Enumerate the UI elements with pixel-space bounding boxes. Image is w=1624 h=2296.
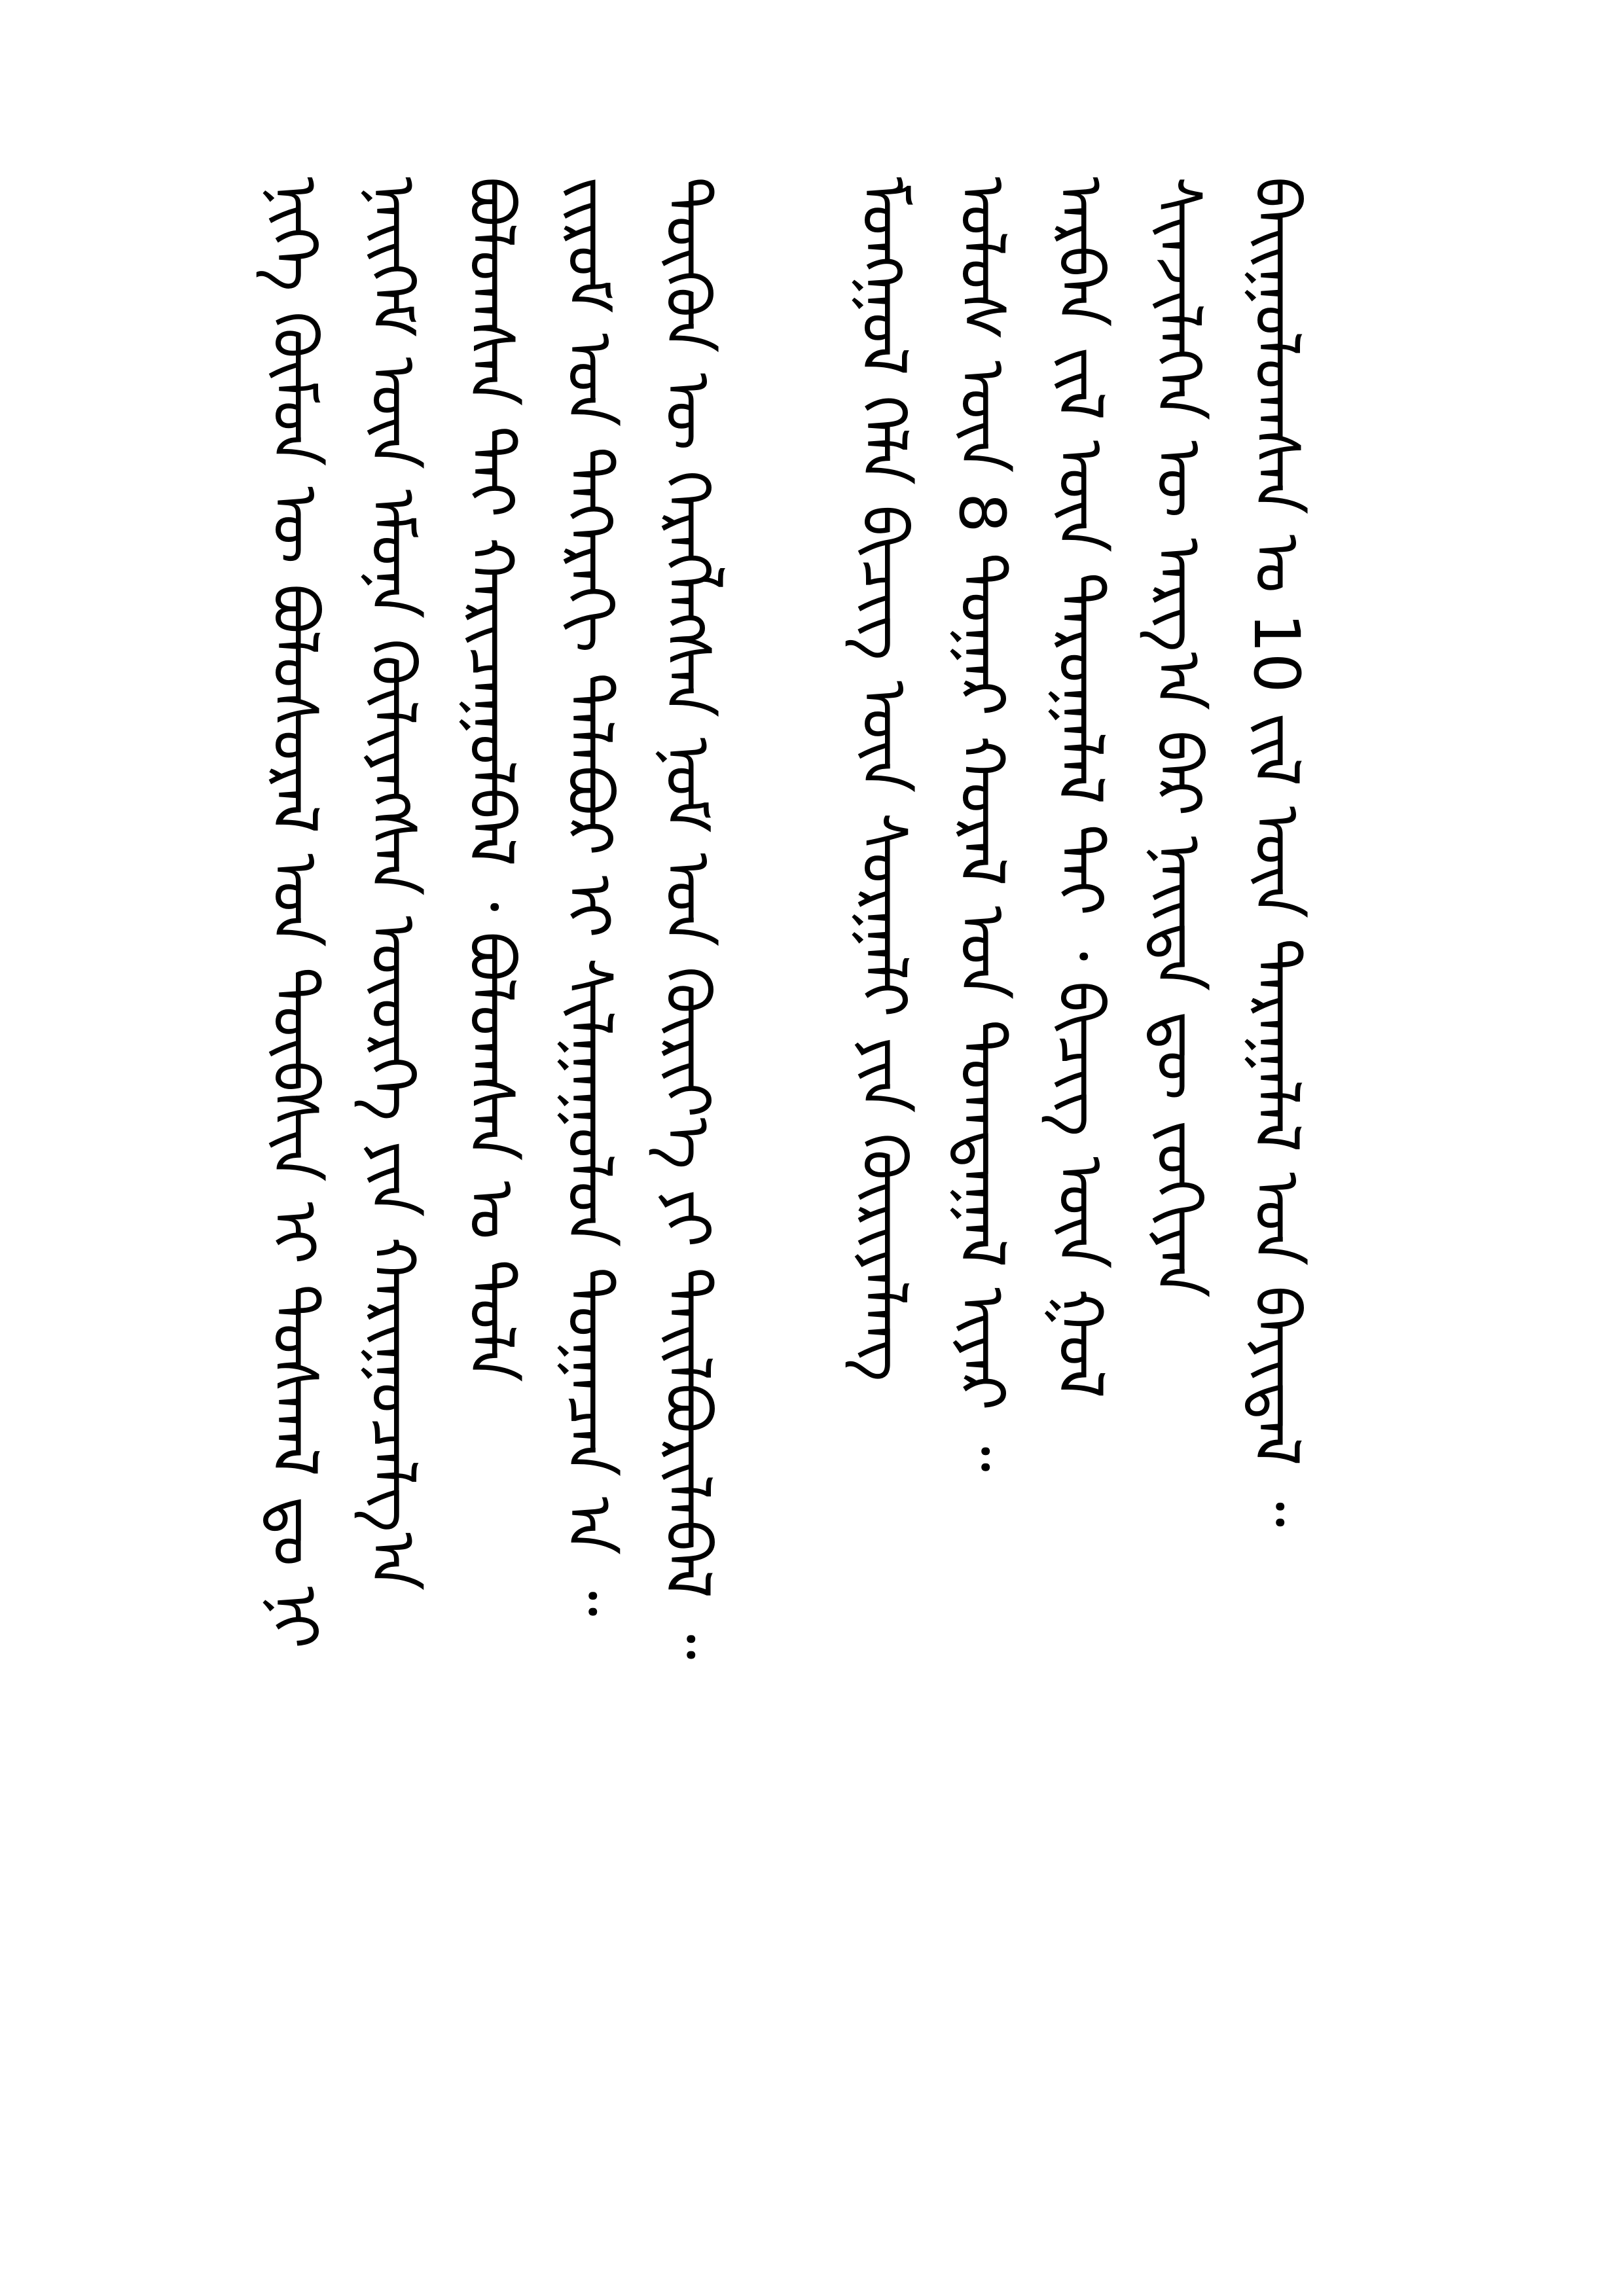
paragraph-2-line-4: ᠰᠢᠨᠵᠢᠯᠡᠭᠡᠨ ᠦ ᠠᠷᠭ᠎ᠠ ᠪᠠᠷ ᠨᠡᠢᠲᠡ ᠳᠦ ᠵᠣᠬᠢᠶᠠᠨ xyxy=(1142,177,1215,1298)
paragraph-2-line-3: ᠠᠷᠪᠠᠨ ᠵᠢᠯ ᠦᠨ ᠳᠠᠷᠤᠭᠠᠯᠠᠯ ᠲᠠᠢ ᠂ ᠪᠢᠴᠢᠭ ᠦᠨ ᠭᠣᠯ xyxy=(1043,177,1117,1399)
paragraph-1-line-1: ᠨᠢᠭᠡ ᠬᠦᠮᠦᠨ ᠦ ᠪᠣᠯᠣᠰᠤᠷᠠᠯ ᠤᠨ ᠲᠦᠪᠰᠢᠨ ᠢ ᠲᠤᠰᠬᠠᠯ ᠳᠤ ᠨᠢ xyxy=(258,177,331,1649)
paragraph-2-line-1: ᠮᠣᠩᠭᠣᠯ ᠬᠡᠯᠡ ᠪᠢᠴᠢᠭ ᠦᠨ ᠰᠤᠷᠭᠠᠯᠢ ᠶᠢᠨ ᠬᠦᠷᠢᠶᠡᠯᠡᠩ xyxy=(847,177,920,1382)
paragraph-1-line-4: ᠵᠢᠷᠤᠮ ᠤᠨ ᠳᠡᠭᠡᠷᠡᠬᠢ ᠲᠠᠯᠠᠪᠣᠷ ᠢ ᠰᠢᠯᠭᠠᠭᠤᠯᠤᠨ ᠲᠣᠭᠠᠴᠠᠨ ᠠ ᠃ xyxy=(552,177,626,1617)
paragraph-2-line-2: ᠤᠯᠤᠰ ᠦᠨ 8 ᠳᠤᠭᠠᠷ ᠬᠤᠷᠠᠯ ᠤᠨ ᠲᠣᠭᠲᠠᠭᠠᠯ ᠢᠶᠠᠷ ᠃ xyxy=(945,177,1019,1472)
paragraph-2-line-5: ᠪᠠᠢᠭᠤᠯᠤᠭᠰᠠᠨ ᠤ 10 ᠵᠢᠯ ᠦᠨ ᠳᠠᠷᠠᠭᠠᠯᠠᠯ ᠤᠨ ᠪᠠᠶᠢᠳᠠᠯ ᠃ xyxy=(1240,177,1313,1528)
body-text xyxy=(249,177,1322,1682)
paragraph-1-line-3: ᠪᠣᠯᠣᠭᠰᠠᠨ ᠲᠠᠢ ᠬᠠᠷᠢᠴᠠᠭᠤᠯᠪᠠᠯ ᠂ ᠪᠣᠯᠣᠭᠰᠠᠨ ᠤ ᠲᠤᠯᠠ xyxy=(454,177,528,1382)
paragraph-1-line-2: ᠨᠡᠢᠭᠡᠮ ᠦᠨ ᠡᠮᠦᠨᠡ ᠬᠦᠯᠢᠶᠡᠭᠰᠡᠨ ᠦᠦᠷᠭᠡ ᠶᠢᠨ ᠬᠠᠷᠢᠭᠤᠴᠠᠯᠭ᠎ᠠ xyxy=(356,177,429,1591)
paragraph-1-line-5: ᠲᠦᠭᠦᠨ ᠦ ᠬᠡᠷᠡᠭᠯᠡᠭᠰᠡᠨ ᠨᠣᠮ ᠤᠨ ᠬᠦᠷᠢᠶ᠎ᠡ ᠶᠢ ᠲᠠᠢᠯᠪᠤᠷᠢᠯᠠᠪᠠᠯ ᠃ xyxy=(651,177,724,1660)
